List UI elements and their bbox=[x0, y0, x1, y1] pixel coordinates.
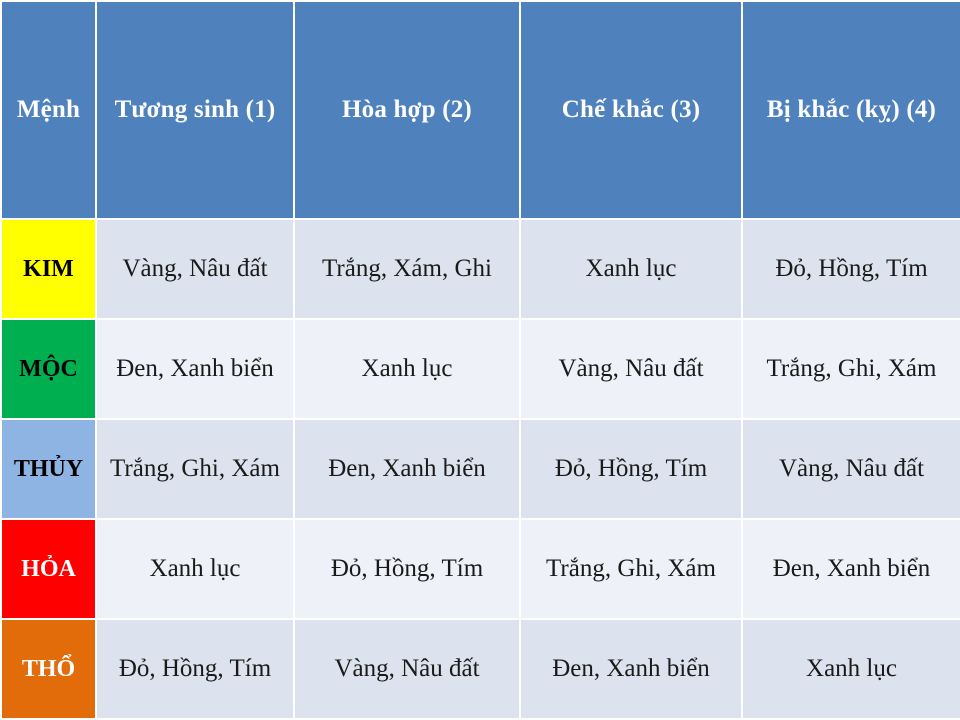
cell-kim-tuong-sinh: Vàng, Nâu đất bbox=[96, 219, 294, 319]
table-row bbox=[1, 319, 960, 419]
cell-kim-hoa-hop: Trắng, Xám, Ghi bbox=[294, 219, 520, 319]
column-header-menh: Mệnh bbox=[1, 1, 96, 219]
table-row bbox=[1, 419, 960, 519]
cell-hoa-hoa-hop: Đỏ, Hồng, Tím bbox=[294, 519, 520, 619]
cell-thuy-tuong-sinh: Trắng, Ghi, Xám bbox=[96, 419, 294, 519]
cell-thuy-che-khac: Đỏ, Hồng, Tím bbox=[520, 419, 742, 519]
cell-tho-che-khac: Đen, Xanh biển bbox=[520, 619, 742, 719]
row-label-moc: MỘC bbox=[1, 319, 96, 419]
row-label-hoa: HỎA bbox=[1, 519, 96, 619]
cell-thuy-hoa-hop: Đen, Xanh biển bbox=[294, 419, 520, 519]
cell-hoa-bi-khac: Đen, Xanh biển bbox=[742, 519, 960, 619]
column-header-hoa-hop: Hòa hợp (2) bbox=[294, 1, 520, 219]
cell-tho-tuong-sinh: Đỏ, Hồng, Tím bbox=[96, 619, 294, 719]
table-header bbox=[1, 1, 960, 219]
cell-hoa-tuong-sinh: Xanh lục bbox=[96, 519, 294, 619]
cell-moc-bi-khac: Trắng, Ghi, Xám bbox=[742, 319, 960, 419]
cell-kim-che-khac: Xanh lục bbox=[520, 219, 742, 319]
table-body bbox=[1, 219, 960, 719]
table-row bbox=[1, 619, 960, 719]
header-row bbox=[1, 1, 960, 219]
table-row bbox=[1, 219, 960, 319]
cell-moc-tuong-sinh: Đen, Xanh biển bbox=[96, 319, 294, 419]
cell-moc-che-khac: Vàng, Nâu đất bbox=[520, 319, 742, 419]
column-header-che-khac: Chế khắc (3) bbox=[520, 1, 742, 219]
table-row bbox=[1, 519, 960, 619]
row-label-kim: KIM bbox=[1, 219, 96, 319]
column-header-bi-khac: Bị khắc (kỵ) (4) bbox=[742, 1, 960, 219]
cell-thuy-bi-khac: Vàng, Nâu đất bbox=[742, 419, 960, 519]
column-header-tuong-sinh: Tương sinh (1) bbox=[96, 1, 294, 219]
cell-tho-bi-khac: Xanh lục bbox=[742, 619, 960, 719]
cell-moc-hoa-hop: Xanh lục bbox=[294, 319, 520, 419]
cell-tho-hoa-hop: Vàng, Nâu đất bbox=[294, 619, 520, 719]
row-label-thuy: THỦY bbox=[1, 419, 96, 519]
cell-kim-bi-khac: Đỏ, Hồng, Tím bbox=[742, 219, 960, 319]
row-label-tho: THỔ bbox=[1, 619, 96, 719]
cell-hoa-che-khac: Trắng, Ghi, Xám bbox=[520, 519, 742, 619]
